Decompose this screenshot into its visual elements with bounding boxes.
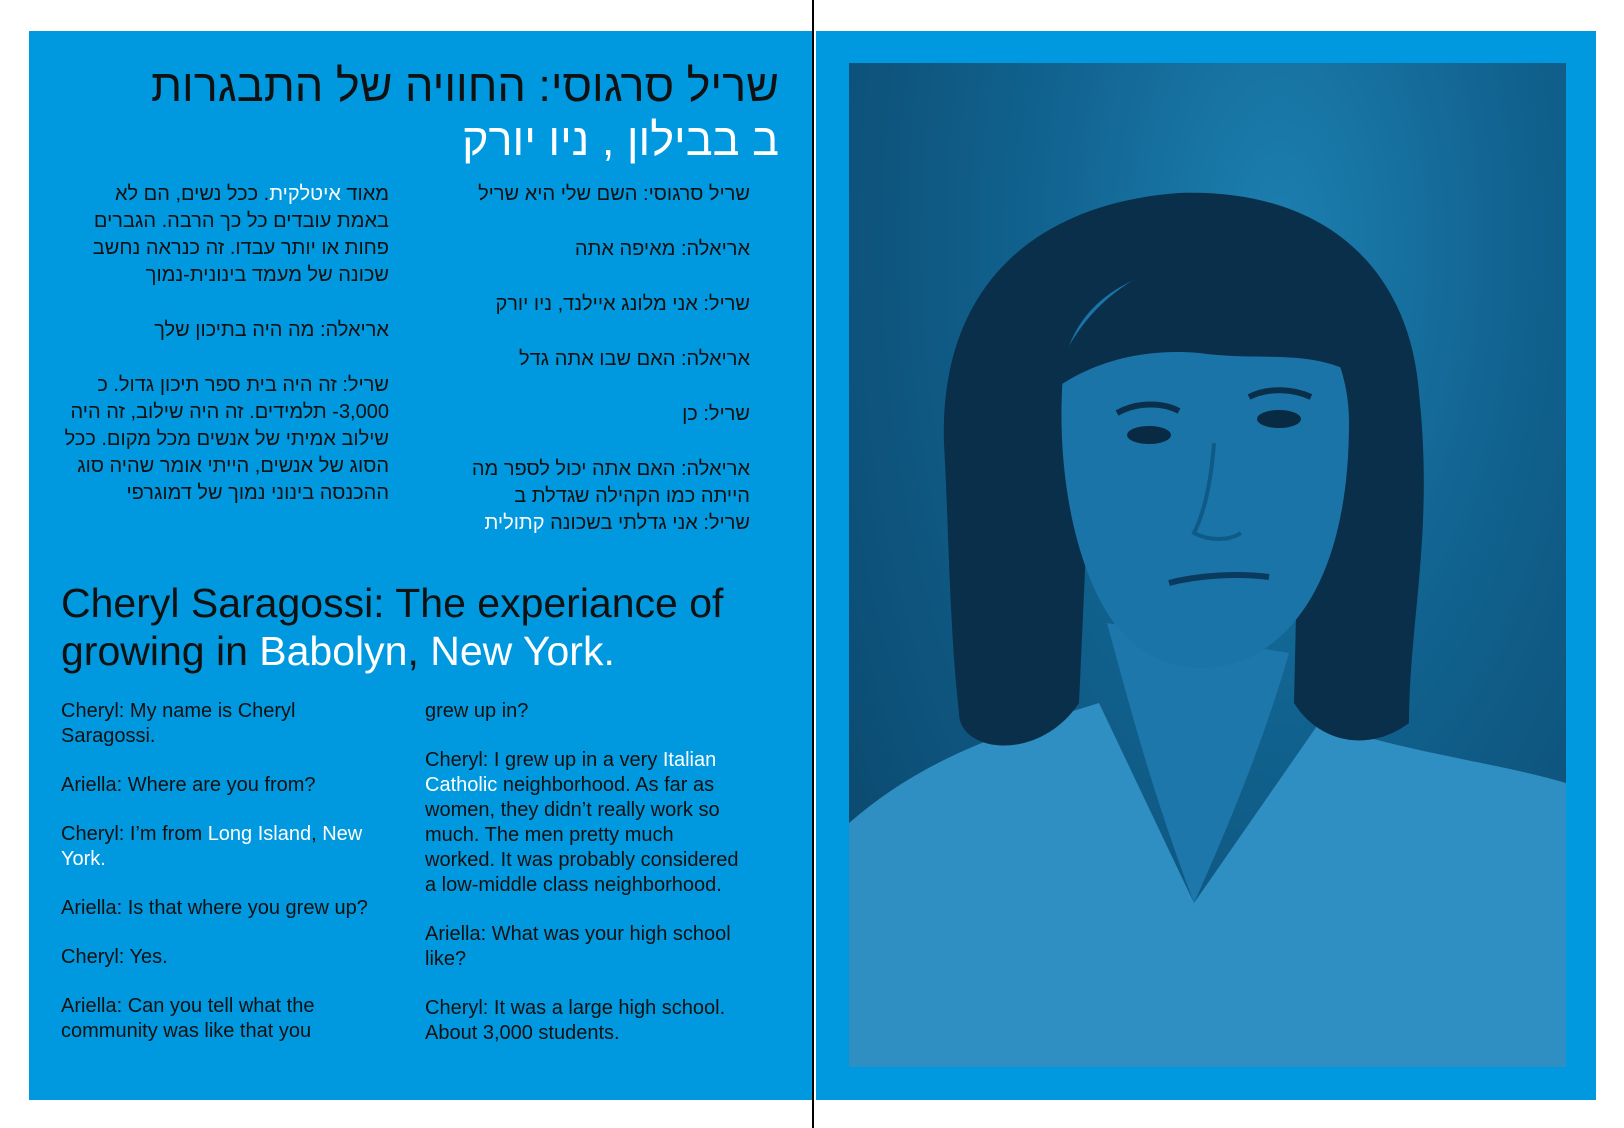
english-paragraph: Cheryl: My name is Cheryl Saragossi. [61,700,296,747]
hebrew-text: מאוד [346,183,389,205]
english-title-end: . [603,628,615,674]
hebrew-line: אריאלה: האם אתה יכול לספר מה הייתה כמו הקהילה שגדלת ב [471,458,750,507]
english-title-place: New York [430,628,604,674]
hebrew-column-right [430,181,750,565]
hebrew-paragraph: אריאלה: מה היה בתיכון שלך [154,319,389,341]
hebrew-column-left [64,181,389,535]
hebrew-line: אריאלה: האם שבו אתה גדל [519,348,750,370]
left-page [29,31,812,1100]
english-paragraph: Cheryl: Yes. [61,946,168,968]
english-highlight: New York [61,823,363,870]
right-eye [1257,410,1301,428]
hebrew-line: שריל: אני מלונג איילנד, ניו יורק [495,293,750,315]
english-text: Cheryl: I grew up in a very [425,749,663,771]
english-paragraph: Ariella: Can you tell what the community was like that you [61,995,315,1042]
english-text: neighborhood. As far as women, they didn’t really work so much. The men pretty much worked. It was probably considered a low-middle class neighborhood. [425,774,739,896]
hebrew-line: שריל: כן [682,403,750,425]
portrait-illustration [849,63,1566,1067]
hebrew-text: שריל: אני גדלתי בשכונה [550,512,750,534]
hebrew-highlight: איטלקית [269,183,341,205]
english-title [61,579,801,675]
hebrew-title [89,59,779,167]
hebrew-paragraph: שריל: זה היה בית ספר תיכון גדול. כ 3,000- תלמידים. זה היה שילוב, זה היה שילוב אמיתי של אנשים מכל מקום. ככל הסוג של אנשים, הייתי אומר שהיה סוג ההכנסה בינוני נמוך של דמוגרפי [64,374,389,504]
hebrew-title-line2: ב בבילון , ניו יורק [461,114,779,165]
right-page [816,31,1596,1100]
english-paragraph: grew up in? [425,700,529,722]
left-eye [1127,426,1171,444]
english-column-right [425,699,745,1070]
hebrew-line: אריאלה: מאיפה אתה [574,238,750,260]
english-title-place: Babolyn [259,628,408,674]
hebrew-highlight: קתולית [484,512,545,534]
english-highlight: Long Island [207,823,312,845]
english-title-sep: , [407,628,431,674]
english-paragraph: Ariella: What was your high school like? [425,923,731,970]
english-paragraph [61,822,381,872]
english-paragraph: Cheryl: It was a large high school. About 3,000 students. [425,997,726,1044]
portrait-photo [849,63,1566,1067]
hebrew-line [430,510,750,537]
english-column-left [61,699,381,1068]
hebrew-paragraph [64,181,389,289]
hebrew-title-line1: שריל סרגוסי: החוויה של התבגרות [150,60,779,111]
hebrew-line: שריל סרגוסי: השם שלי היא שריל [478,183,750,205]
english-highlight: Italian Catholic [425,749,717,796]
english-paragraph [425,748,745,898]
hebrew-text: . ככל נשים, הם לא באמת עובדים כל כך הרבה. הגברים פחות או יותר עבדו. זה כנראה נחשב שכונה של מעמד בינונית-נמוך [92,183,389,286]
english-paragraph: Ariella: Is that where you grew up? [61,897,368,919]
english-text: . [100,848,106,870]
english-text: , [311,823,317,845]
english-title-text: Cheryl Saragossi: The experiance of growing in [61,580,724,674]
page-divider [812,0,814,1128]
english-text: Cheryl: I’m from [61,823,208,845]
english-paragraph: Ariella: Where are you from? [61,774,316,796]
